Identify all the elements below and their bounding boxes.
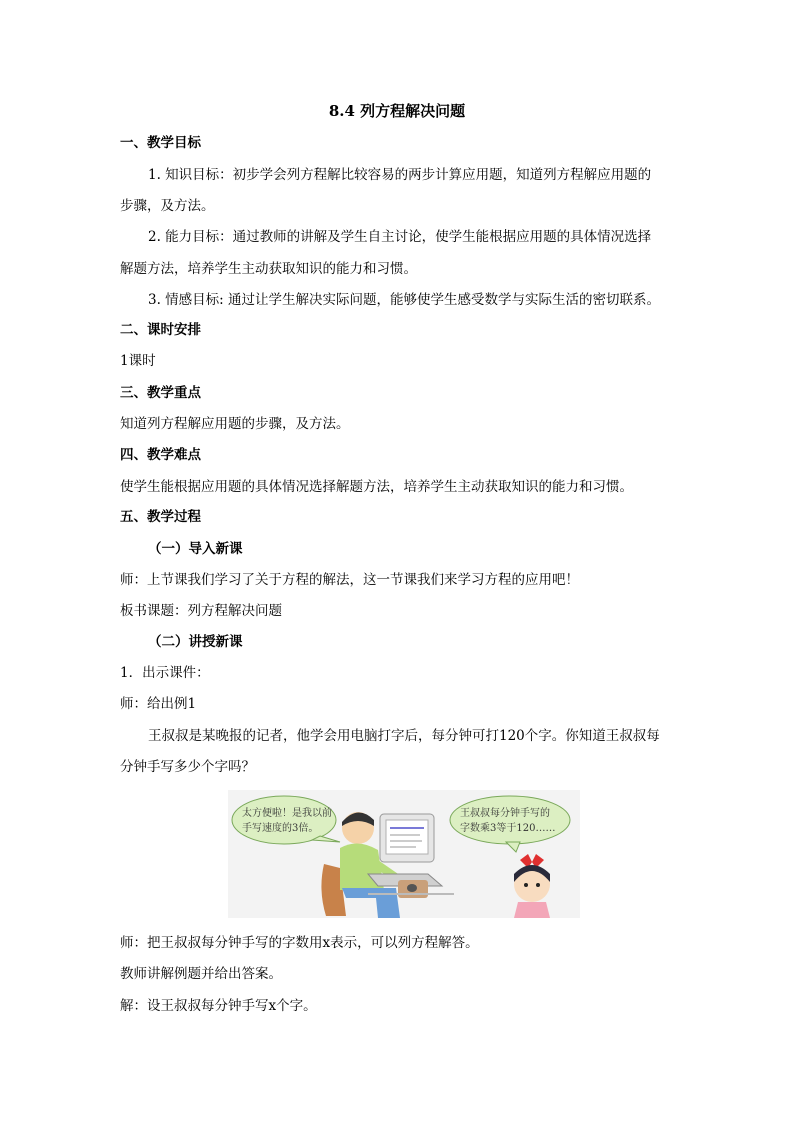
objective-1-line-1: 1. 知识目标：初步学会列方程解比较容易的两步计算应用题，知道列方程解应用题的: [148, 167, 652, 183]
hours-text: 1课时: [120, 353, 156, 369]
section-heading-difficulty: 四、教学难点: [120, 447, 201, 463]
section-heading-hours: 二、课时安排: [120, 322, 201, 338]
teacher-x-paragraph: 师：把王叔叔每分钟手写的字数用x表示，可以列方程解答。: [120, 935, 479, 951]
intro-paragraph: 师：上节课我们学习了关于方程的解法，这一节课我们来学习方程的应用吧！: [120, 572, 579, 588]
subheading-new-lesson: （二）讲授新课: [148, 634, 243, 650]
objective-1-line-2: 步骤，及方法。: [120, 198, 215, 214]
bubble-right-line-2: 字数乘3等于120……: [460, 823, 556, 834]
board-title-paragraph: 板书课题：列方程解决问题: [120, 603, 282, 619]
story-line-1: 王叔叔是某晚报的记者，他学会用电脑打字后，每分钟可打120个字。你知道王叔叔每: [148, 728, 660, 744]
section-heading-objectives: 一、教学目标: [120, 135, 201, 151]
mouse: [407, 884, 417, 892]
difficulty-text: 使学生能根据应用题的具体情况选择解题方法，培养学生主动获取知识的能力和习惯。: [120, 479, 633, 495]
example-paragraph: 师：给出例1: [120, 696, 197, 712]
page-title: 8.4 列方程解决问题: [328, 102, 466, 120]
explain-paragraph: 教师讲解例题并给出答案。: [120, 966, 282, 982]
illustration: [228, 790, 580, 918]
solution-paragraph: 解：设王叔叔每分钟手写x个字。: [120, 998, 317, 1014]
objective-2-line-2: 解题方法，培养学生主动获取知识的能力和习惯。: [120, 261, 417, 277]
bubble-left-line-2: 手写速度的3倍。: [242, 823, 319, 834]
section-heading-process: 五、教学过程: [120, 509, 201, 525]
girl-dress: [514, 902, 550, 918]
monitor-screen: [386, 820, 428, 854]
subheading-intro: （一）导入新课: [148, 541, 243, 557]
section-heading-key-points: 三、教学重点: [120, 385, 201, 401]
speech-bubble-right: [450, 796, 570, 844]
objective-3: 3. 情感目标: 通过让学生解决实际问题，能够使学生感受数学与实际生活的密切联系。: [148, 292, 661, 308]
key-points-text: 知道列方程解应用题的步骤，及方法。: [120, 416, 350, 432]
bubble-left-line-1: 太方便啦！是我以前: [242, 808, 332, 819]
story-line-2: 分钟手写多少个字吗？: [120, 759, 255, 775]
show-courseware-paragraph: 1．出示课件：: [120, 665, 210, 681]
objective-2-line-1: 2. 能力目标：通过教师的讲解及学生自主讨论，使学生能根据应用题的具体情况选择: [148, 229, 652, 245]
bubble-right-line-1: 王叔叔每分钟手写的: [460, 808, 550, 819]
